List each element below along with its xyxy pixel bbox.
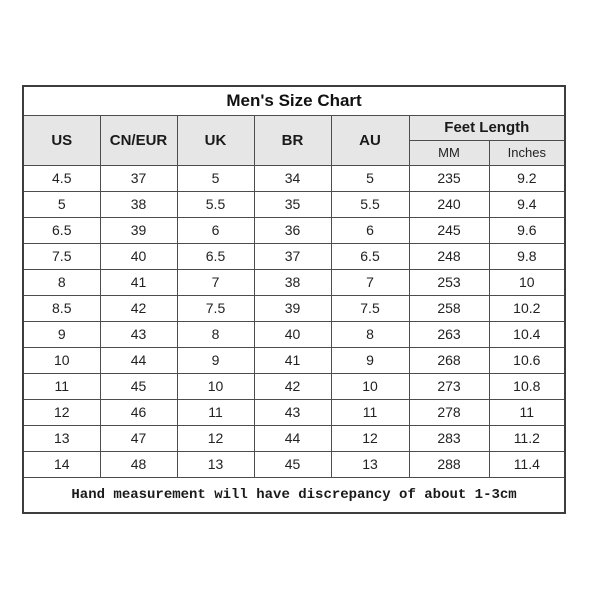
- footnote-text: Hand measurement will have discrepancy of about 1-3cm: [23, 477, 565, 513]
- size-cell: 10.6: [489, 347, 565, 373]
- size-cell: 9: [23, 321, 100, 347]
- size-cell: 7: [177, 269, 254, 295]
- size-cell: 12: [331, 425, 409, 451]
- sub-header-mm: MM: [409, 140, 489, 165]
- size-cell: 8: [177, 321, 254, 347]
- col-header-au: AU: [331, 115, 409, 165]
- col-header-feet-length: Feet Length: [409, 115, 565, 140]
- size-cell: 45: [254, 451, 331, 477]
- size-cell: 42: [254, 373, 331, 399]
- table-row: [23, 295, 565, 321]
- size-cell: 41: [254, 347, 331, 373]
- size-cell: 37: [100, 165, 177, 191]
- size-cell: 8: [23, 269, 100, 295]
- size-cell: 11.2: [489, 425, 565, 451]
- table-row: [23, 243, 565, 269]
- size-cell: 47: [100, 425, 177, 451]
- size-cell: 6.5: [177, 243, 254, 269]
- size-cell: 6.5: [23, 217, 100, 243]
- size-cell: 268: [409, 347, 489, 373]
- footnote-row: [23, 477, 565, 513]
- col-header-us: US: [23, 115, 100, 165]
- table-row: [23, 321, 565, 347]
- size-cell: 6: [331, 217, 409, 243]
- size-cell: 35: [254, 191, 331, 217]
- size-cell: 10: [331, 373, 409, 399]
- size-cell: 258: [409, 295, 489, 321]
- col-header-uk: UK: [177, 115, 254, 165]
- size-cell: 5: [23, 191, 100, 217]
- size-cell: 8: [331, 321, 409, 347]
- col-header-cn-eur: CN/EUR: [100, 115, 177, 165]
- size-cell: 278: [409, 399, 489, 425]
- size-cell: 46: [100, 399, 177, 425]
- size-cell: 12: [177, 425, 254, 451]
- size-cell: 10.4: [489, 321, 565, 347]
- header-row: [23, 115, 565, 140]
- size-cell: 39: [254, 295, 331, 321]
- size-cell: 10: [489, 269, 565, 295]
- size-cell: 7.5: [331, 295, 409, 321]
- size-cell: 5.5: [177, 191, 254, 217]
- size-cell: 13: [331, 451, 409, 477]
- size-cell: 245: [409, 217, 489, 243]
- size-cell: 43: [100, 321, 177, 347]
- size-cell: 11: [23, 373, 100, 399]
- chart-title: Men's Size Chart: [23, 86, 565, 115]
- size-cell: 11.4: [489, 451, 565, 477]
- size-cell: 38: [100, 191, 177, 217]
- size-cell: 273: [409, 373, 489, 399]
- size-cell: 36: [254, 217, 331, 243]
- size-cell: 7: [331, 269, 409, 295]
- size-cell: 40: [100, 243, 177, 269]
- size-cell: 39: [100, 217, 177, 243]
- size-cell: 9.6: [489, 217, 565, 243]
- size-cell: 37: [254, 243, 331, 269]
- size-cell: 253: [409, 269, 489, 295]
- table-row: [23, 399, 565, 425]
- size-cell: 42: [100, 295, 177, 321]
- size-cell: 4.5: [23, 165, 100, 191]
- col-header-br: BR: [254, 115, 331, 165]
- size-cell: 10: [177, 373, 254, 399]
- title-row: [23, 86, 565, 115]
- table-body: [23, 165, 565, 477]
- size-cell: 6.5: [331, 243, 409, 269]
- size-cell: 7.5: [177, 295, 254, 321]
- size-cell: 5: [177, 165, 254, 191]
- size-cell: 5.5: [331, 191, 409, 217]
- size-cell: 11: [331, 399, 409, 425]
- sub-header-inches: Inches: [489, 140, 565, 165]
- size-cell: 8.5: [23, 295, 100, 321]
- mens-size-chart-table: [22, 85, 566, 514]
- size-cell: 38: [254, 269, 331, 295]
- size-cell: 44: [254, 425, 331, 451]
- size-cell: 240: [409, 191, 489, 217]
- size-cell: 40: [254, 321, 331, 347]
- size-cell: 45: [100, 373, 177, 399]
- size-cell: 288: [409, 451, 489, 477]
- table-row: [23, 191, 565, 217]
- size-cell: 248: [409, 243, 489, 269]
- size-cell: 41: [100, 269, 177, 295]
- size-cell: 9: [331, 347, 409, 373]
- size-cell: 9.2: [489, 165, 565, 191]
- size-cell: 11: [177, 399, 254, 425]
- size-cell: 9.8: [489, 243, 565, 269]
- size-cell: 10.2: [489, 295, 565, 321]
- size-cell: 34: [254, 165, 331, 191]
- size-cell: 48: [100, 451, 177, 477]
- size-cell: 6: [177, 217, 254, 243]
- size-cell: 7.5: [23, 243, 100, 269]
- size-cell: 235: [409, 165, 489, 191]
- size-cell: 11: [489, 399, 565, 425]
- size-cell: 9.4: [489, 191, 565, 217]
- size-cell: 44: [100, 347, 177, 373]
- size-cell: 43: [254, 399, 331, 425]
- size-cell: 10: [23, 347, 100, 373]
- table-row: [23, 451, 565, 477]
- table-row: [23, 217, 565, 243]
- size-cell: 9: [177, 347, 254, 373]
- table-row: [23, 269, 565, 295]
- table-row: [23, 165, 565, 191]
- table-row: [23, 347, 565, 373]
- table-row: [23, 373, 565, 399]
- size-cell: 13: [177, 451, 254, 477]
- size-cell: 13: [23, 425, 100, 451]
- size-cell: 263: [409, 321, 489, 347]
- size-cell: 283: [409, 425, 489, 451]
- size-cell: 5: [331, 165, 409, 191]
- size-cell: 12: [23, 399, 100, 425]
- size-cell: 14: [23, 451, 100, 477]
- size-cell: 10.8: [489, 373, 565, 399]
- table-row: [23, 425, 565, 451]
